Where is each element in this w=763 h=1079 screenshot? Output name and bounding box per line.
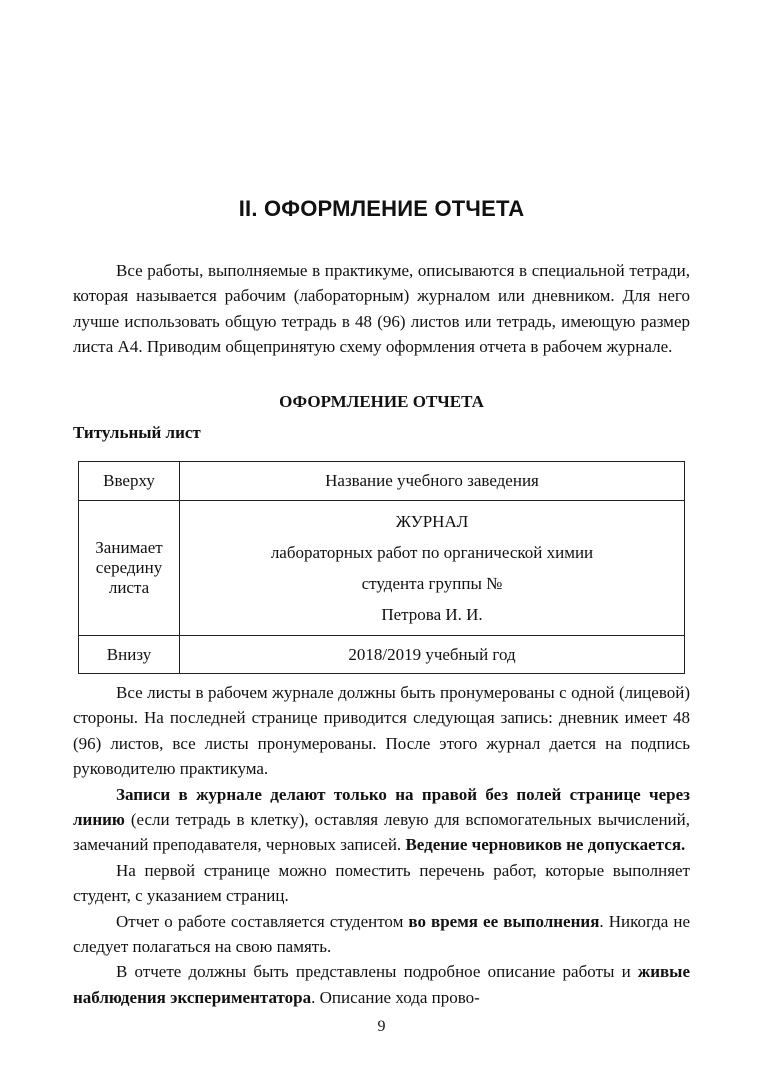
title-page-label: Титульный лист	[73, 423, 201, 442]
page-title: II. ОФОРМЛЕНИЕ ОТЧЕТА	[238, 196, 525, 221]
position-line: Занимает	[95, 538, 163, 557]
table-cell-position: Вверху	[79, 462, 180, 501]
page-number: 9	[377, 1018, 386, 1035]
emphasis-text: живые наблюдения экспериментатора	[73, 962, 690, 1007]
table-cell-content: Название учебного заведения	[180, 462, 685, 501]
content-line: Петрова И. И.	[381, 605, 483, 624]
emphasis-text: Записи в журнале делают только на правой без полей странице через линию	[73, 784, 690, 830]
intro-paragraph-block	[73, 258, 690, 360]
content-line: лабораторных работ по органической химии	[270, 543, 594, 562]
table-row	[79, 636, 685, 674]
position-line: листа	[108, 578, 150, 597]
emphasis-text: во время ее выполнения	[408, 911, 600, 931]
paragraph-text: Отчет о работе составляется студентом	[116, 911, 409, 931]
body-text	[73, 680, 690, 1010]
paragraph-text: (если тетрадь в клетку), оставляя левую для вспомогательных вычислений, замечаний преподавателя, черновых записей.	[73, 810, 690, 855]
table-row	[79, 462, 685, 501]
paragraph-recording-rules	[73, 782, 690, 858]
intro-paragraph: Все работы, выполняемые в практикуме, описываются в специальной тетради, которая называется рабочим (лабораторным) журналом или дневником. Для него лучше использовать общую тетрадь в 48 (96) листов или тетрадь, имеющую размер листа А4. Приводим общепринятую схему оформления отчета в рабочем журнале.	[73, 261, 690, 357]
content-line: студента группы №	[361, 574, 503, 593]
paragraph-first-page: На первой странице можно поместить перечень работ, которые выполняет студент, с указанием страниц.	[73, 860, 690, 906]
paragraph-text: . Никогда не следует полагаться на свою память.	[73, 911, 691, 957]
paragraph-numbering: Все листы в рабочем журнале должны быть пронумерованы с одной (лицевой) стороны. На последней странице приводится следующая запись: дневник имеет 48 (96) листов, все листы пронумерованы. После этого журнал дается на подпись руководителю практикума.	[73, 683, 690, 779]
table-row	[79, 501, 685, 636]
position-line: середину	[95, 558, 163, 577]
table-cell-position: Внизу	[79, 636, 180, 674]
report-subheading: ОФОРМЛЕНИЕ ОТЧЕТА	[279, 392, 484, 411]
table-cell-content	[180, 501, 685, 636]
table-cell-content: 2018/2019 учебный год	[180, 636, 685, 674]
content-line: ЖУРНАЛ	[395, 512, 469, 531]
paragraph-text: . Описание хода прово-	[311, 987, 480, 1007]
title-page-table	[78, 461, 685, 674]
emphasis-text: Ведение черновиков не допускается.	[405, 835, 686, 855]
paragraph-text: В отчете должны быть представлены подробное описание работы и	[116, 962, 638, 982]
table-cell-position	[79, 501, 180, 636]
paragraph-report-content	[73, 959, 690, 1010]
paragraph-report-timing	[73, 909, 690, 960]
